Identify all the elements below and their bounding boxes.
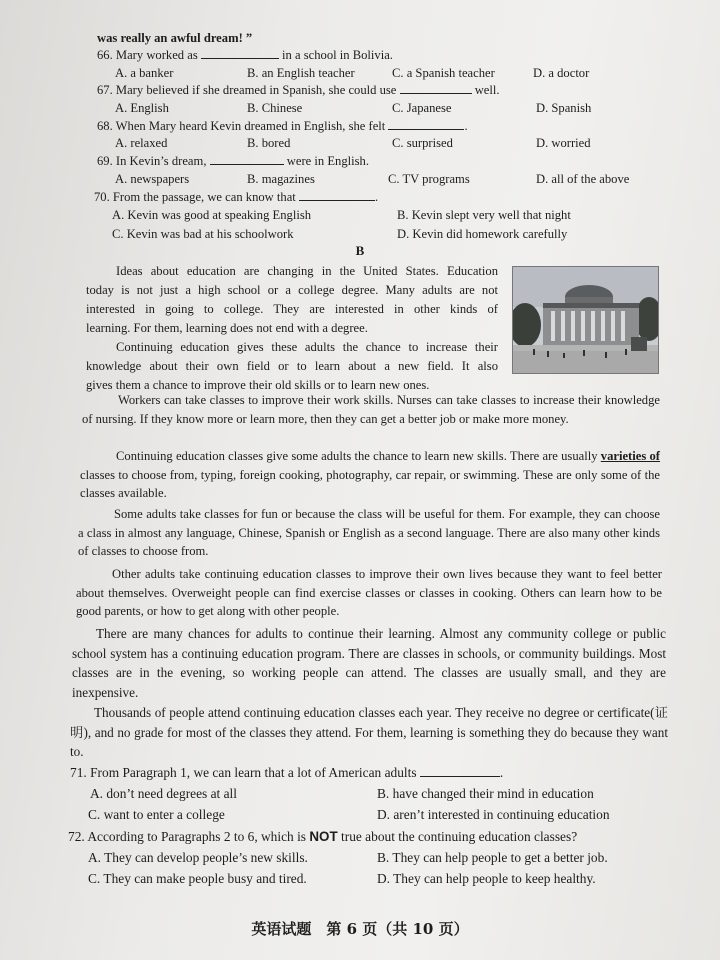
q67-option-d: D. Spanish xyxy=(536,101,592,115)
answer-blank xyxy=(210,153,284,165)
section-heading: B xyxy=(355,243,365,258)
q66-option-a: A. a banker xyxy=(115,66,174,80)
q70-option-b: B. Kevin slept very well that night xyxy=(397,208,571,222)
answer-blank xyxy=(400,82,472,94)
q71-option-a: A. don’t need degrees at all xyxy=(90,786,237,801)
question-70-text-end: . xyxy=(374,190,379,204)
question-72-emphasis: NOT xyxy=(309,829,338,844)
q68-option-b: B. bored xyxy=(247,136,291,150)
question-67 xyxy=(97,82,500,98)
question-68 xyxy=(97,118,468,134)
page-footer: 英语试题 第 6 页（共 10 页） xyxy=(251,920,469,938)
q68-option-c: C. surprised xyxy=(392,136,453,150)
question-68-text-end: . xyxy=(464,119,468,133)
question-70-text: 70. From the passage, we can know that xyxy=(94,190,296,204)
q72-option-a: A. They can develop people’s new skills. xyxy=(88,850,308,865)
q66-option-c: C. a Spanish teacher xyxy=(392,66,495,80)
question-66-text: 66. Mary worked as xyxy=(97,48,198,62)
passage-text: classes to choose from, typing, foreign cooking, photography, car repair, or swimming. These are only some of the classes available. xyxy=(80,467,660,501)
passage-line: knowledge about their own field or to learn about a new field. It also xyxy=(86,359,498,373)
question-66-text-end: in a school in Bolivia. xyxy=(282,48,393,62)
question-67-text: 67. Mary believed if she dreamed in Spanish, she could use xyxy=(97,83,397,97)
library-building-photo xyxy=(512,266,659,374)
passage-paragraph-7: There are many chances for adults to continue their learning. Almost any community college or public school system has a continuing education program. There are classes in schools, or community buildings. Most classes are in the evening, so working people can attend. The classes are usually small, and they are inexpensive. xyxy=(72,626,666,700)
passage-line: Ideas about education are changing in the United States. Education xyxy=(116,264,498,278)
question-69-text-end: were in English. xyxy=(286,154,369,168)
answer-blank xyxy=(388,118,464,130)
q67-option-c: C. Japanese xyxy=(392,101,452,115)
q71-option-b: B. have changed their mind in education xyxy=(377,786,594,801)
q72-option-d: D. They can help people to keep healthy. xyxy=(377,871,596,886)
passage-text: Continuing education classes give some adults the chance to learn new skills. There are usually xyxy=(116,449,601,463)
q68-option-a: A. relaxed xyxy=(115,136,168,150)
question-72-text: 72. According to Paragraphs 2 to 6, which is xyxy=(68,829,307,844)
q69-option-c: C. TV programs xyxy=(388,172,470,186)
answer-blank xyxy=(201,47,279,59)
question-68-text: 68. When Mary heard Kevin dreamed in English, she felt xyxy=(97,119,386,133)
passage-paragraph-4 xyxy=(80,447,660,503)
question-71-text-end: . xyxy=(499,765,504,780)
passage-line: gives them a chance to improve their old skills or to learn new ones. xyxy=(86,378,430,392)
q71-option-c: C. want to enter a college xyxy=(88,807,225,822)
intro-line: was really an awful dream! ” xyxy=(97,31,253,45)
q66-option-b: B. an English teacher xyxy=(247,66,355,80)
question-72 xyxy=(68,828,577,846)
question-71 xyxy=(70,764,503,782)
q70-option-d: D. Kevin did homework carefully xyxy=(397,227,568,241)
q68-option-d: D. worried xyxy=(536,136,591,150)
q69-option-d: D. all of the above xyxy=(536,172,630,186)
passage-paragraph-5: Some adults take classes for fun or because the class will be useful for them. For example, they can choose a class in almost any language, Chinese, Spanish or English as a second language. There are also many other kinds of classes to choose from. xyxy=(78,507,660,559)
passage-paragraph-6: Other adults take continuing education classes to improve their own lives because they want to feel better about themselves. Overweight people can find exercise classes or classes in cooking. Others can learn how to be good parents, or how to get along with other people. xyxy=(76,567,662,619)
passage-line: learning. For them, learning does not end with a degree. xyxy=(86,321,368,335)
question-66 xyxy=(97,47,393,63)
passage-paragraph-3: Workers can take classes to improve their work skills. Nurses can take classes to increase their knowledge of nursing. If they know more or learn more, then they can get a better job or make more money. xyxy=(82,393,660,426)
question-71-text: 71. From Paragraph 1, we can learn that a lot of American adults xyxy=(70,765,417,780)
passage-line: interested in going to college. They are interested in other kinds of xyxy=(86,302,498,316)
answer-blank xyxy=(299,189,375,201)
q70-option-a: A. Kevin was good at speaking English xyxy=(112,208,312,222)
q71-option-d: D. aren’t interested in continuing education xyxy=(377,807,610,822)
q67-option-b: B. Chinese xyxy=(247,101,303,115)
question-70 xyxy=(94,189,378,205)
question-67-text-end: well. xyxy=(474,83,500,97)
answer-blank xyxy=(420,765,500,777)
passage-paragraph-8: Thousands of people attend continuing education classes each year. They receive no degree or certificate(证明), and no grade for most of the classes they attend. For them, learning is something they do because they want to. xyxy=(70,705,668,760)
q67-option-a: A. English xyxy=(115,101,169,115)
underlined-phrase: varieties of xyxy=(600,449,660,463)
q69-option-b: B. magazines xyxy=(247,172,315,186)
q66-option-d: D. a doctor xyxy=(533,66,590,80)
q72-option-b: B. They can help people to get a better job. xyxy=(377,850,608,865)
passage-line: today is not just a high school or a college degree. Many adults are not xyxy=(86,283,498,297)
library-building-image xyxy=(513,267,658,373)
question-69 xyxy=(97,153,369,169)
q70-option-c: C. Kevin was bad at his schoolwork xyxy=(112,227,294,241)
q69-option-a: A. newspapers xyxy=(115,172,190,186)
passage-line: Continuing education gives these adults the chance to increase their xyxy=(116,340,498,354)
q72-option-c: C. They can make people busy and tired. xyxy=(88,871,307,886)
question-72-text-end: true about the continuing education classes? xyxy=(341,829,578,844)
question-69-text: 69. In Kevin’s dream, xyxy=(97,154,207,168)
